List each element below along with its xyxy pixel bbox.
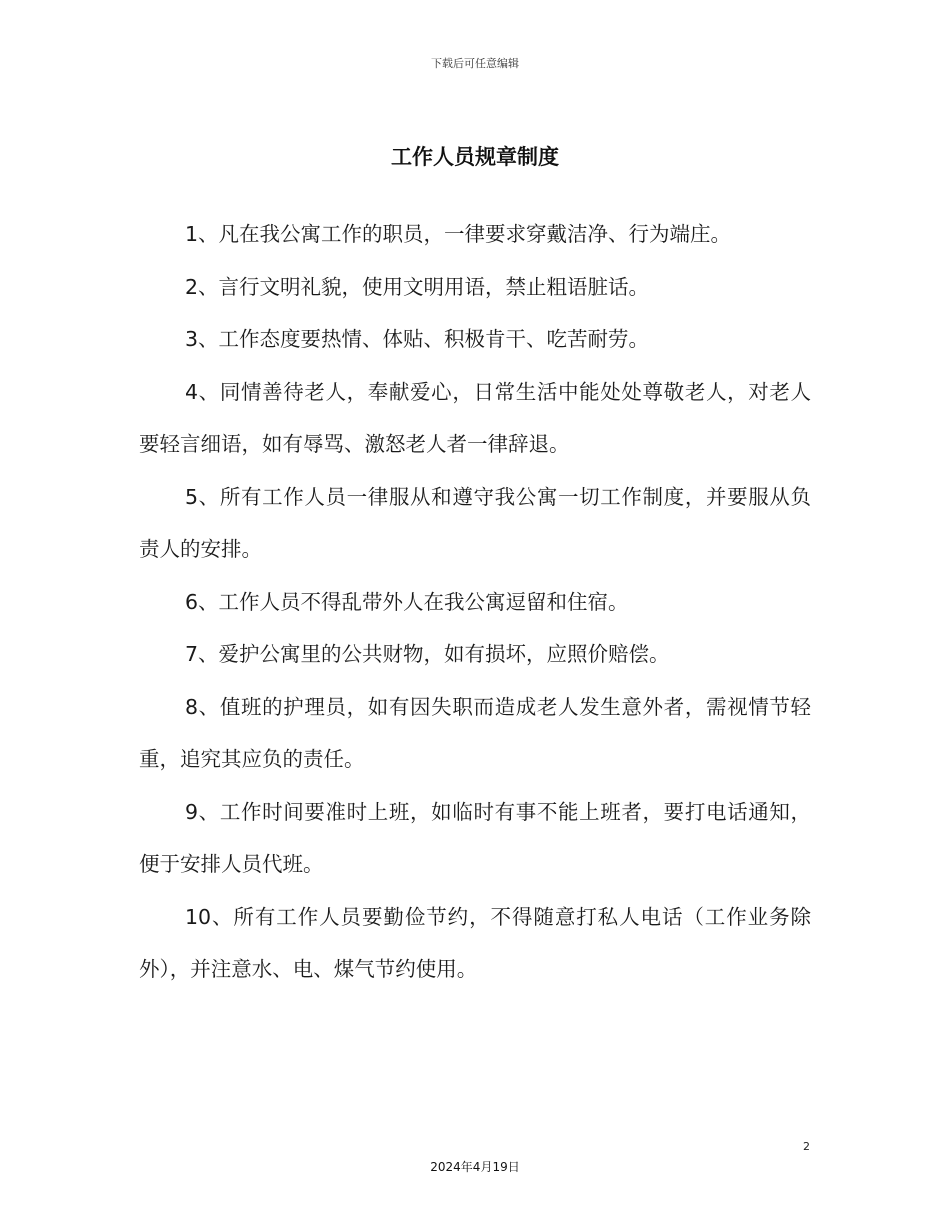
rule-item: 8、值班的护理员，如有因失职而造成老人发生意外者，需视情节轻重，追究其应负的责任。	[139, 694, 811, 771]
rule-item: 1、凡在我公寓工作的职员，一律要求穿戴洁净、行为端庄。	[185, 222, 732, 246]
footer-date: 2024年4月19日	[430, 1160, 520, 1174]
rule-item: 9、工作时间要准时上班，如临时有事不能上班者，要打电话通知，便于安排人员代班。	[139, 799, 811, 876]
rule-item: 3、工作态度要热情、体贴、积极肯干、吃苦耐劳。	[185, 327, 650, 351]
rule-item: 4、同情善待老人，奉献爱心，日常生活中能处处尊敬老人，对老人要轻言细语，如有辱骂、激怒老人者一律辞退。	[139, 379, 811, 456]
rule-item: 10、所有工作人员要勤俭节约，不得随意打私人电话（工作业务除外），并注意水、电、煤气节约使用。	[139, 904, 811, 981]
rule-item: 5、所有工作人员一律服从和遵守我公寓一切工作制度，并要服从负责人的安排。	[139, 484, 811, 561]
rule-item: 6、工作人员不得乱带外人在我公寓逗留和住宿。	[185, 589, 629, 614]
page-number: 2	[803, 1140, 810, 1153]
rule-item: 7、爱护公寓里的公共财物，如有损坏，应照价赔偿。	[185, 642, 670, 666]
rule-item: 2、言行文明礼貌，使用文明用语，禁止粗语脏话。	[185, 274, 650, 299]
header-note: 下载后可任意编辑	[431, 57, 519, 70]
document-title: 工作人员规章制度	[391, 145, 559, 169]
rules-body	[139, 208, 811, 996]
